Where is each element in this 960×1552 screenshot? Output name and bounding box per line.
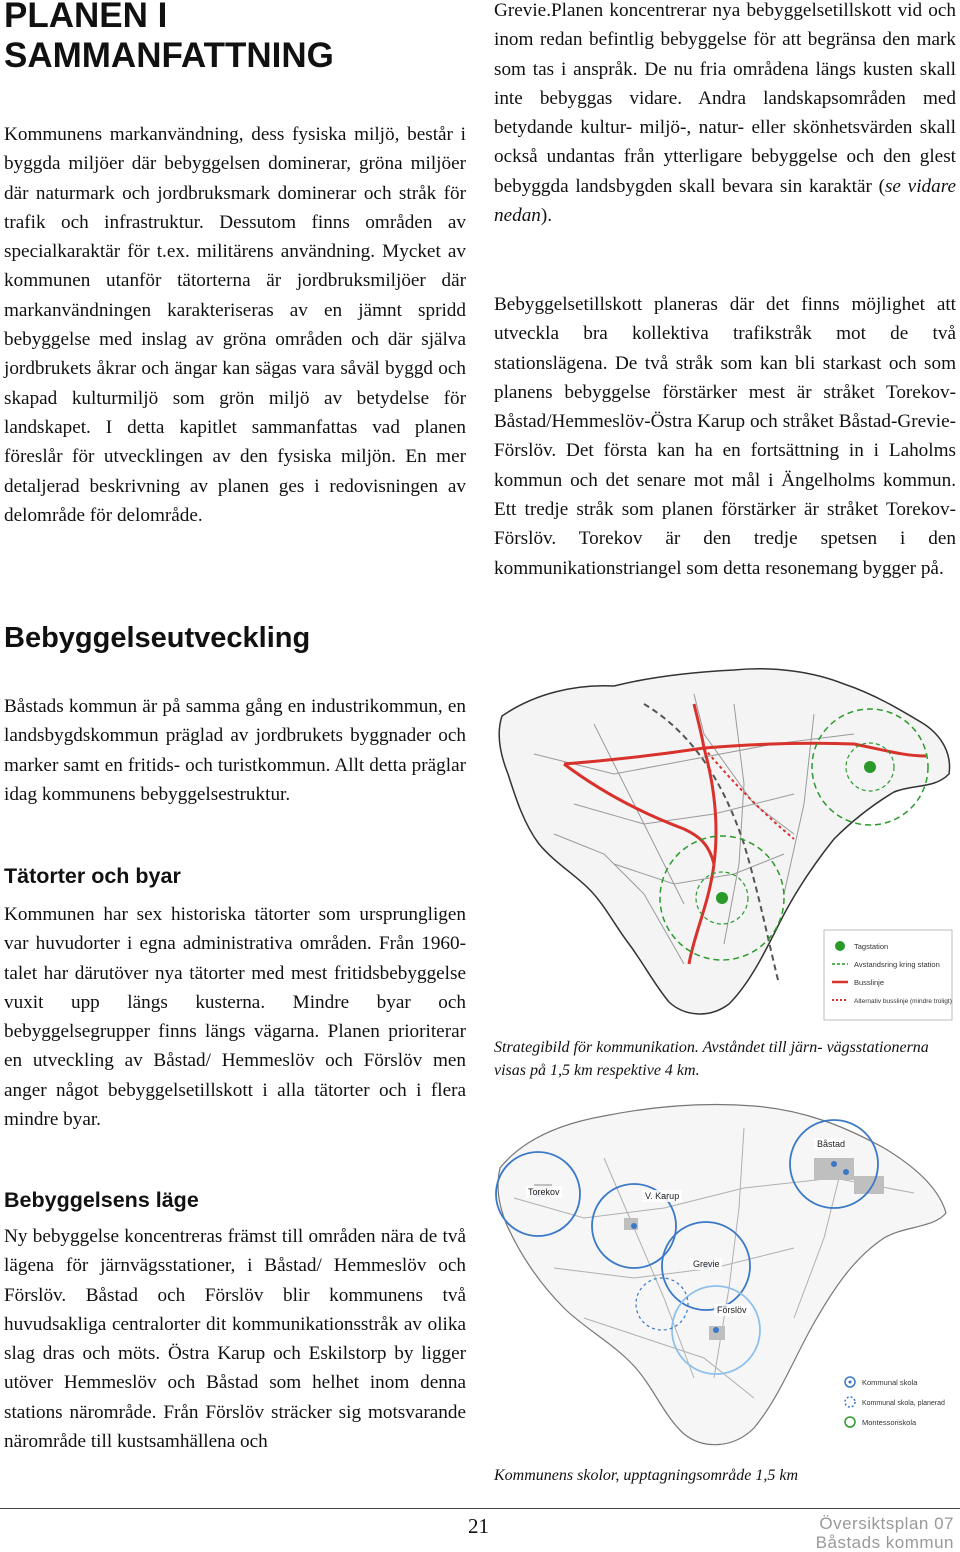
page-title: PLANEN I SAMMANFATTNING bbox=[4, 0, 334, 75]
map-legend bbox=[824, 930, 952, 1020]
heading-bebyggelseutveckling: Bebyggelseutveckling bbox=[4, 622, 311, 654]
paragraph-stationslagena: Bebyggelsetillskott planeras där det finns möjlighet att utveckla bra kollektiva trafikstråk mot de två stationslägena. De två stråk som kan bli starkast och som planens bebyggelse förstärker mest är stråket Torekov-Båstad/Hemmeslöv-Östra Karup och stråket Båstad-Grevie-Förslöv. Det första kan ha en fortsättning in i Laholms kommun och det senare mot mål i Ängelholms kommun. Ett tredje stråk som planen förstärker är stråket Torekov- Förslöv. Torekov är den tredje spetsen i den kommunikationstriangel som detta resonemang bygger på. bbox=[494, 294, 956, 579]
label-torekov: Torekov bbox=[528, 1187, 560, 1197]
paragraph-bebyggelsens-lage: Ny bebyggelse koncentreras främst till områden nära de två lägena för järnvägsstationer, i Båstad/ Hemmeslöv och Förslöv. Båstad och Förslöv blir kommunens två huvudsakliga centralorter dit kommunikationsstråk av olika slag dras och möts. Östra Karup och Eskilstorp by ligger utöver Hemmeslöv och Båstad som helhet inom denna stations närområde. Från Förslöv sträcker sig motsvarande närområde till kustsamhällena och bbox=[4, 1226, 466, 1453]
legend-kommunal-skola: Kommunal skola bbox=[862, 1378, 918, 1387]
label-bastad: Båstad bbox=[817, 1139, 846, 1149]
footer-rule bbox=[0, 1508, 960, 1509]
legend-alternativ-busslinje: Alternativ busslinje (mindre troligt) bbox=[854, 998, 952, 1005]
paragraph-bastads-kommun: Båstads kommun är på samma gång en industrikommun, en landsbygdskommun präglad av jordbrukets byggnader och marker samt en fritids- och turistkommun. Allt detta präglar idag kommunens bebyggelsestruktur. bbox=[4, 696, 466, 805]
paragraph-grevie bbox=[494, 0, 956, 230]
label-grevie: Grevie bbox=[693, 1259, 720, 1269]
station-forslov bbox=[716, 892, 728, 904]
legend-montessoriskola: Montessoriskola bbox=[862, 1418, 917, 1427]
schools-map-svg bbox=[494, 1098, 956, 1454]
communication-strategy-map bbox=[494, 664, 956, 1026]
schools-map bbox=[494, 1098, 956, 1454]
footer-doc-title: Översiktsplan 07 bbox=[819, 1514, 954, 1533]
figure2-caption: Kommunens skolor, upptagningsområde 1,5 km bbox=[494, 1467, 798, 1484]
label-vkarup: V. Karup bbox=[645, 1191, 680, 1201]
paragraph-grevie-see-below: se vidare nedan bbox=[494, 175, 956, 227]
station-bastad bbox=[864, 761, 876, 773]
legend-avstandsring: Avstandsring kring station bbox=[854, 960, 940, 969]
heading-bebyggelsens-lage: Bebyggelsens läge bbox=[4, 1188, 199, 1212]
legend-tagstation: Tagstation bbox=[854, 942, 889, 951]
schools-legend bbox=[836, 1366, 952, 1446]
legend-kommunal-skola-planerad: Kommunal skola, planerad bbox=[862, 1400, 945, 1407]
paragraph-grevie-main: Grevie.Planen koncentrerar nya bebyggelsetillskott vid och inom redan befintlig bebyggelse för att begränsa den mark som tas i anspråk. De nu fria områdena längs kusten skall inte bebyggas vidare. Andra landskapsområden med betydande kultur- miljö-, natur- eller skönhetsvärden skall också undantas från ytterligare bebyggelse och den glest bebyggda landsbygden skall bevara sin karaktär ( bbox=[494, 0, 956, 197]
footer-municipality: Båstads kommun bbox=[815, 1533, 954, 1552]
label-forslov: Förslöv bbox=[717, 1305, 747, 1315]
paragraph-grevie-end: ). bbox=[540, 205, 553, 227]
intro-paragraph: Kommunens markanvändning, dess fysiska miljö, består i byggda miljöer där bebyggelsen dominerar, gröna miljöer där naturmark och jordbruksmark dominerar och stråk för trafik och infrastruktur. Dessutom finns områden av specialkaraktär för t.ex. militärens användning. Mycket av kommunen utanför tätorterna är jordbruksmiljöer där markanvändningen karakteriseras av en jämnt spridd bebyggelse med inslag av gröna områden och där själva jordbrukets åkrar och ängar kan sägas vara såväl byggd och skapad kulturmiljö som grön miljö av betydelse för landskapet. I detta kapitlet sammanfattas vad planen föreslår för utvecklingen av den fysiska miljön. En mer detaljerad beskrivning av planen ges i redovisningen av delområde för delområde. bbox=[4, 124, 466, 526]
footer-doc-info bbox=[816, 1514, 954, 1552]
figure1-caption: Strategibild för kommunikation. Avståndet till järn- vägsstationerna visas på 1,5 km respektive 4 km. bbox=[494, 1039, 929, 1079]
heading-tatorter-och-byar: Tätorter och byar bbox=[4, 864, 181, 888]
communication-map-svg bbox=[494, 664, 956, 1026]
page-number: 21 bbox=[468, 1514, 489, 1538]
legend-busslinje: Busslinje bbox=[854, 978, 885, 987]
paragraph-tatorter: Kommunen har sex historiska tätorter som ursprungligen var huvudorter i egna administrativa områden. Från 1960-talet har därutöver nya tätorter med mest fritidsbebyggelse vuxit upp längs kusterna. Mindre byar och bebyggelsegrupper finns längs vägarna. Planen prioriterar en utveckling av Båstad/ Hemmeslöv och Förslöv men anger något bebyggelsetillskott i alla tätorter och i flera mindre byar. bbox=[4, 904, 466, 1131]
